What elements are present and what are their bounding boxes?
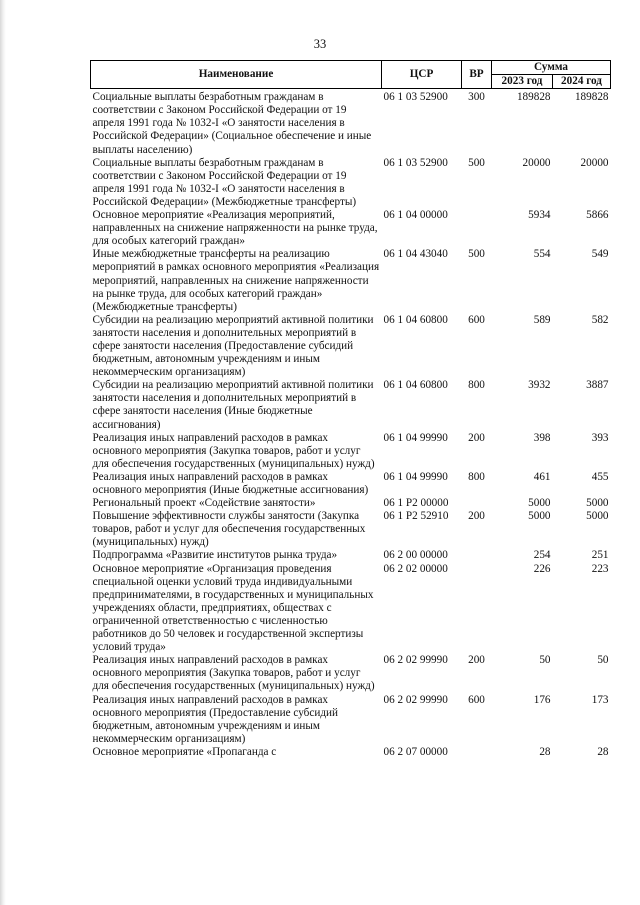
scan-edge — [0, 0, 6, 905]
row-name: Реализация иных направлений расходов в рамках основного мероприятия (Закупка товаров, работ и услуг для обеспечения государственных (муниципальных) нужд) — [92, 431, 375, 470]
table-row — [91, 563, 611, 655]
row-sum-2023: 176 — [533, 693, 551, 706]
row-sum-2024: 582 — [591, 313, 609, 326]
row-csr: 06 1 03 52900 — [383, 91, 448, 104]
row-name: Реализация иных направлений расходов в рамках основного мероприятия (Предоставление субсидий бюджетным, автономным учреждениям и иным некоммерческим организациям) — [92, 693, 338, 745]
header-csr: ЦСР — [382, 61, 462, 89]
row-name: Иные межбюджетные трансферты на реализацию мероприятий в рамках основного мероприятия «Реализация мероприятий, направленных на снижение напряженности на рынке труда, для особых категорий граждан» (Межбюджетные трансферты) — [92, 248, 380, 313]
row-vr — [462, 209, 492, 248]
row-name: Региональный проект «Содействие занятости» — [92, 497, 316, 510]
table-row — [91, 209, 611, 248]
row-csr: 06 1 P2 00000 — [383, 497, 449, 510]
row-vr: 300 — [468, 91, 485, 104]
table-header — [91, 61, 611, 89]
row-sum-2024: 28 — [597, 745, 609, 758]
budget-table — [90, 60, 611, 759]
row-sum-2024: 393 — [591, 431, 609, 444]
row-sum-2023: 5000 — [528, 510, 551, 523]
row-sum-2024: 50 — [597, 654, 609, 667]
row-sum-2024: 223 — [591, 562, 609, 575]
row-sum-2023: 461 — [533, 470, 551, 483]
row-vr: 600 — [468, 693, 485, 706]
table-row — [91, 248, 611, 313]
row-csr: 06 1 P2 52910 — [383, 510, 449, 523]
row-name: Реализация иных направлений расходов в рамках основного мероприятия (Иные бюджетные ассигнования) — [92, 470, 369, 496]
header-sum: Сумма — [492, 61, 611, 75]
table-row — [91, 314, 611, 379]
row-sum-2024: 251 — [591, 549, 609, 562]
row-name: Субсидии на реализацию мероприятий активной политики занятости населения и дополнительных мероприятий в сфере занятости населения (Иные бюджетные ассигнования) — [92, 379, 374, 431]
table-row — [91, 510, 611, 549]
row-csr: 06 2 02 99990 — [383, 693, 448, 706]
table-row — [91, 549, 611, 562]
row-csr: 06 2 02 99990 — [383, 654, 448, 667]
row-csr: 06 1 04 60800 — [383, 313, 448, 326]
row-csr: 06 1 04 60800 — [383, 379, 448, 392]
row-name: Социальные выплаты безработным гражданам в соответствии с Законом Российской Федерации от 19 апреля 1991 года № 1032-I «О занятости населения в Российской Федерации» (Межбюджетные трансферты) — [92, 156, 357, 208]
row-vr: 600 — [468, 313, 485, 326]
row-sum-2024: 549 — [591, 248, 609, 261]
table-row — [91, 379, 611, 431]
row-name: Реализация иных направлений расходов в рамках основного мероприятия (Закупка товаров, работ и услуг для обеспечения государственных (муниципальных) нужд) — [92, 654, 375, 693]
row-vr: 200 — [468, 654, 485, 667]
table-row — [91, 746, 611, 759]
row-sum-2023: 254 — [533, 549, 551, 562]
row-csr: 06 1 04 99990 — [383, 431, 448, 444]
header-vr: ВР — [462, 61, 492, 89]
row-vr: 200 — [468, 510, 485, 523]
table-body — [91, 89, 611, 759]
row-sum-2023: 5000 — [528, 497, 551, 510]
table-row — [91, 471, 611, 497]
row-name: Повышение эффективности службы занятости (Закупка товаров, работ и услуг для обеспечения государственных (муниципальных) нужд) — [92, 510, 366, 549]
page-number: 33 — [313, 37, 327, 51]
row-name: Основное мероприятие «Организация проведения специальной оценки условий труда индивидуальными предпринимателями, в государственных и муниципальных учреждениях области, предприятиях, обществах с ограниченной ответственностью с численностью работников до 50 человек и государственной экспертизы условий труда» — [92, 562, 374, 654]
table-row — [91, 654, 611, 693]
row-sum-2024: 5866 — [586, 209, 609, 222]
row-sum-2023: 28 — [539, 745, 551, 758]
row-vr: 500 — [468, 156, 485, 169]
row-sum-2023: 589 — [533, 313, 551, 326]
row-vr — [462, 497, 492, 510]
row-name: Социальные выплаты безработным гражданам в соответствии с Законом Российской Федерации от 19 апреля 1991 года № 1032-I «О занятости населения в Российской Федерации» (Социальное обеспечение и иные выплаты населению) — [92, 91, 372, 156]
row-name: Субсидии на реализацию мероприятий активной политики занятости населения и дополнительных мероприятий в сфере занятости населения (Предоставление субсидий бюджетным, автономным учреждениям и иным некоммерческим организациям) — [92, 313, 374, 379]
row-sum-2023: 398 — [533, 431, 551, 444]
row-vr — [462, 549, 492, 562]
table-row — [91, 497, 611, 510]
row-name: Основное мероприятие «Пропаганда с — [92, 745, 277, 758]
header-year-2023: 2023 год — [492, 75, 553, 89]
row-vr: 800 — [468, 470, 485, 483]
row-sum-2023: 5934 — [528, 209, 551, 222]
row-sum-2024: 5000 — [586, 497, 609, 510]
row-sum-2024: 189828 — [574, 91, 609, 104]
table-row — [91, 432, 611, 471]
row-csr: 06 1 04 00000 — [383, 209, 448, 222]
row-name: Подпрограмма «Развитие институтов рынка труда» — [92, 549, 338, 562]
table-row — [91, 157, 611, 209]
row-csr: 06 2 00 00000 — [383, 549, 448, 562]
row-sum-2023: 50 — [539, 654, 551, 667]
row-sum-2024: 3887 — [586, 379, 609, 392]
row-sum-2024: 5000 — [586, 510, 609, 523]
header-year-2024: 2024 год — [553, 75, 611, 89]
row-sum-2023: 3932 — [528, 379, 551, 392]
row-sum-2024: 173 — [591, 693, 609, 706]
row-sum-2024: 455 — [591, 470, 609, 483]
row-vr — [462, 563, 492, 655]
row-sum-2024: 20000 — [580, 156, 609, 169]
header-name: Наименование — [91, 61, 382, 89]
row-sum-2023: 189828 — [516, 91, 551, 104]
row-vr: 800 — [468, 379, 485, 392]
row-csr: 06 1 03 52900 — [383, 156, 448, 169]
row-name: Основное мероприятие «Реализация мероприятий, направленных на снижение напряженности на рынке труда, для особых категорий граждан» — [92, 209, 378, 248]
row-sum-2023: 554 — [533, 248, 551, 261]
table-row — [91, 89, 611, 157]
row-sum-2023: 20000 — [522, 156, 551, 169]
row-csr: 06 1 04 99990 — [383, 470, 448, 483]
table-row — [91, 694, 611, 746]
row-vr: 200 — [468, 431, 485, 444]
row-vr: 500 — [468, 248, 485, 261]
row-csr: 06 2 02 00000 — [383, 562, 448, 575]
row-csr: 06 1 04 43040 — [383, 248, 448, 261]
row-vr — [462, 746, 492, 759]
row-csr: 06 2 07 00000 — [383, 745, 448, 758]
row-sum-2023: 226 — [533, 562, 551, 575]
